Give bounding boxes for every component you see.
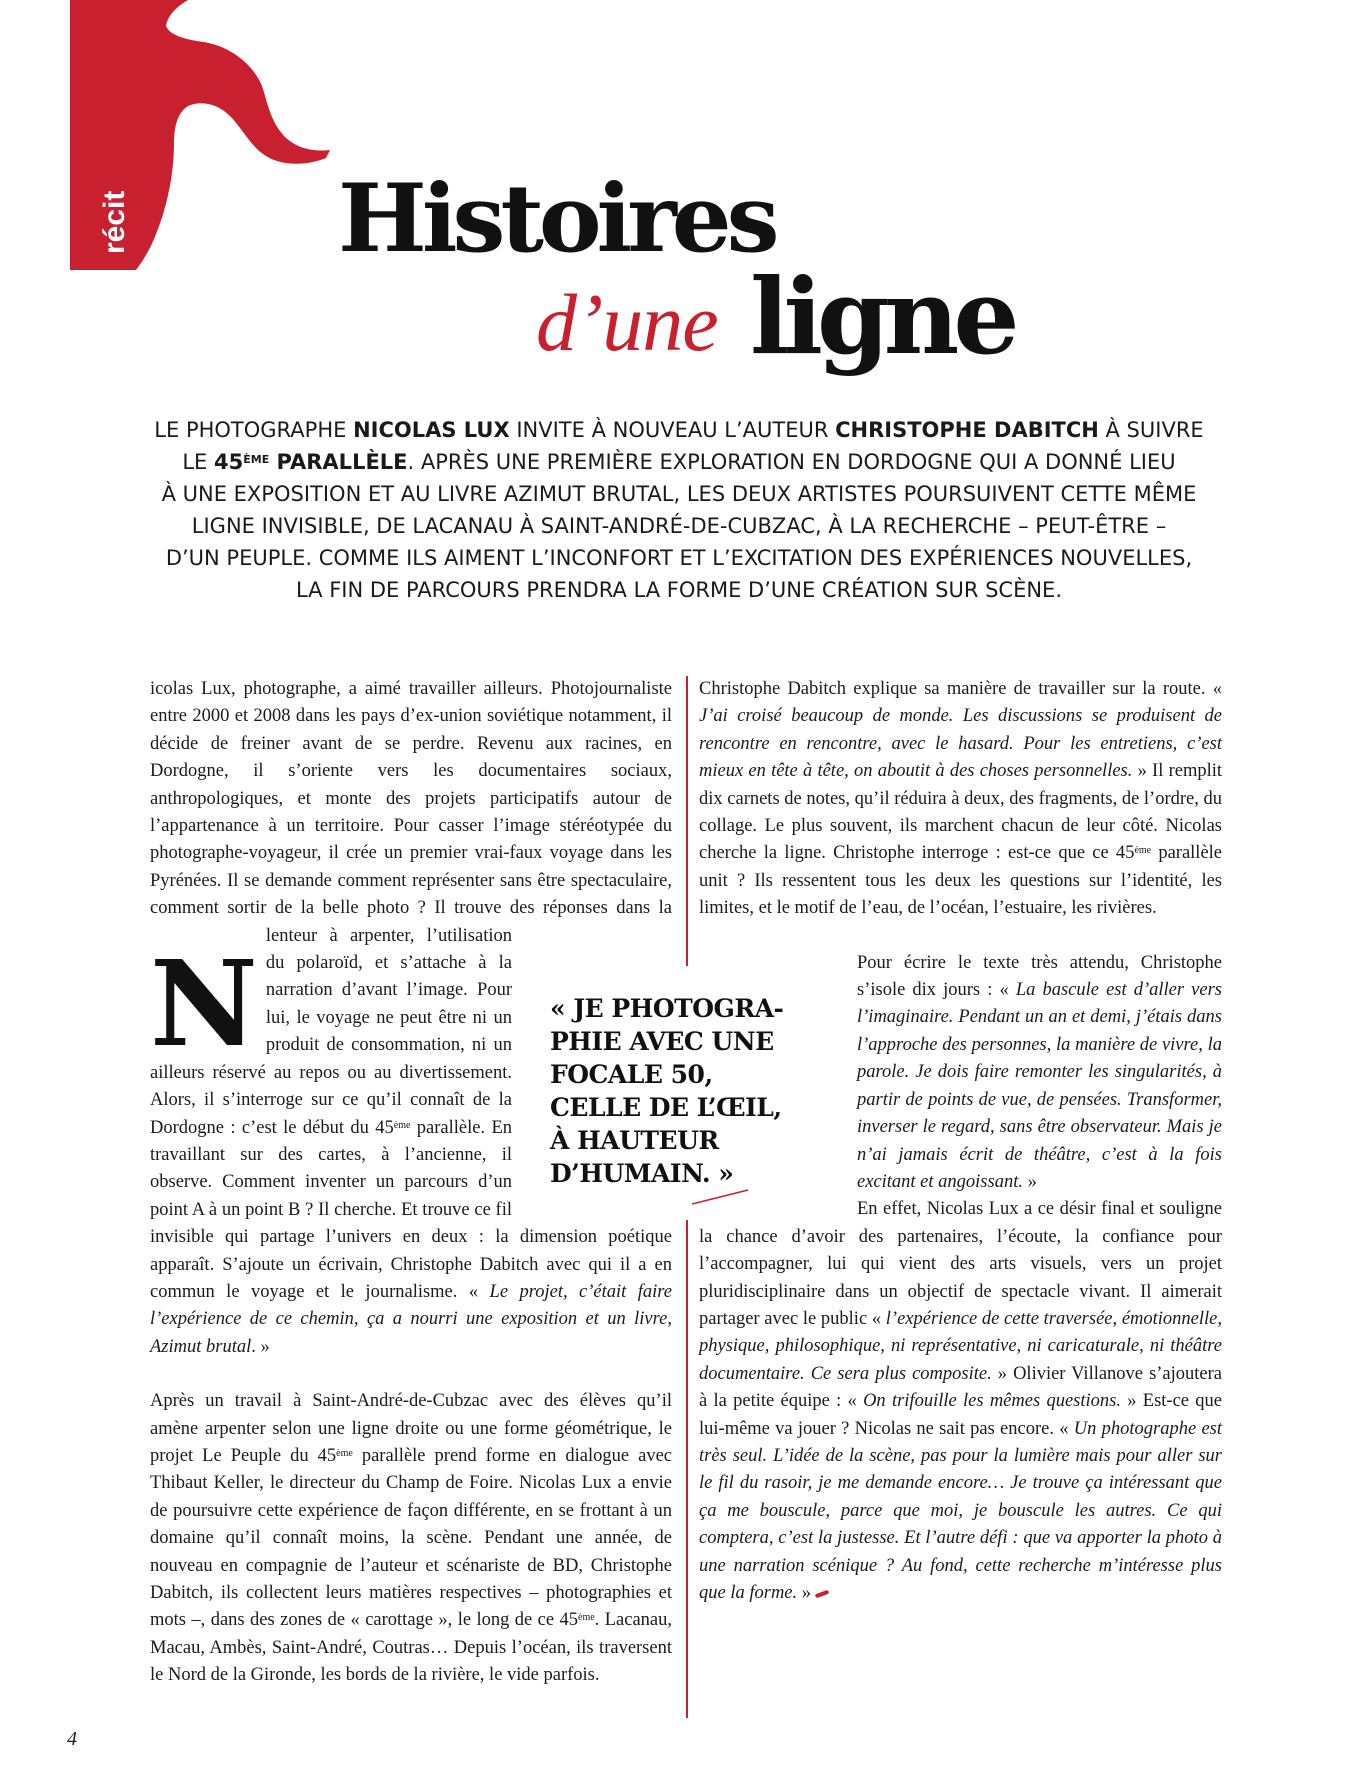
quote-underline bbox=[690, 1188, 750, 1206]
article-title-italic: d’une bbox=[536, 277, 718, 368]
page-number: 4 bbox=[67, 1728, 77, 1750]
article-intro: LE PHOTOGRAPHE NICOLAS LUX INVITE À NOUVEAU L’AUTEUR CHRISTOPHE DABITCH À SUIVRE LE 45ÈME PARALLÈLE. APRÈS UNE PREMIÈRE EXPLORATION EN DORDOGNE QUI A DONNÉ LIEU À UNE EXPOSITION ET AU LIVRE AZIMUT BRUTAL, LES DEUX ARTISTES POURSUIVENT CETTE MÊME LIGNE INVISIBLE, DE LACANAU À SAINT-ANDRÉ-DE-CUBZAC, À LA RECHERCHE – PEUT-ÊTRE – D’UN PEUPLE. COMME ILS AIMENT L’INCONFORT ET L’EXCITATION DES EXPÉRIENCES NOUVELLES, LA FIN DE PARCOURS PRENDRA LA FORME D’UNE CRÉATION SUR SCÈNE. bbox=[154, 418, 1204, 602]
dropcap: N bbox=[150, 934, 258, 1073]
paragraph: Pour écrire le texte très attendu, Christophe s’isole dix jours : « La bascule est d’aller vers l’imaginaire. Pendant un an et demi, j’étais dans l’approche des personnes, la manière de vivre, la parole. Je dois faire remonter les singularités, à partir de points de vue, de pensées. Transformer, inverser le regard, sans être observateur. Mais je n’ai jamais écrit de théâtre, c’est à la fois excitant et angoissant. » bbox=[857, 952, 1222, 1192]
article-title-bold: ligne bbox=[750, 255, 1014, 378]
column-divider-bottom bbox=[686, 1220, 688, 1718]
article-title-line1: Histoires bbox=[338, 164, 775, 274]
column-divider-top bbox=[686, 676, 688, 966]
author-name: CHRISTOPHE DABITCH bbox=[835, 418, 1099, 442]
paragraph: N icolas Lux, photographe, a aimé travailler ailleurs. Photojournaliste entre 2000 et 2008 dans les pays d’ex-union soviétique notamment, il décide de freiner avant de se perdre. Revenu aux racines, en Dordogne, il s’oriente vers les documentaires sociaux, anthropologiques, et monte des projets participatifs autour de l’appartenance à un territoire. Pour casser l’image stéréotypée du photographe-voyageur, il crée un premier vrai-faux voyage dans les Pyrénées. Il se demande comment représenter sans être spectaculaire, comment sortir de la belle photo ? Il trouve des réponses dans la lenteur à arpenter, l’utilisation du polaroïd, et s’attache à la narration d’avant l’image. Pour lui, le voyage ne peut être ni un produit de consommation, ni un ailleurs réservé au repos ou au divertissement. Alors, il s’interroge sur ce qu’il connaît de la Dordogne : c’est le début du 45ème parallèle. En travaillant sur des cartes, à l’ancienne, il observe. Comment inventer un parcours d’un point A à un point B ? Il cherche. Et trouve ce fil invisible qui partage l’univers en deux : la dimension poétique apparaît. S’ajoute un écrivain, Christophe Dabitch avec qui il a en commun le voyage et le journalisme. « Le projet, c’était faire l’expérience de ce chemin, ça a nourri une exposition et un livre, Azimut brutal. » bbox=[150, 679, 672, 1357]
photographer-name: NICOLAS LUX bbox=[353, 418, 510, 442]
pull-quote: « JE PHOTOGRA- PHIE AVEC UNE FOCALE 50, CELLE DE L’ŒIL, À HAUTEUR D’HUMAIN. » bbox=[550, 994, 784, 1188]
end-mark-icon bbox=[815, 1589, 830, 1598]
paragraph: Après un travail à Saint-André-de-Cubzac avec des élèves qu’il amène arpenter selon une ligne droite ou une forme géométrique, le projet Le Peuple du 45ème parallèle prend forme en dialogue avec Thibaut Keller, le directeur du Champ de Foire. Nicolas Lux a envie de poursuivre cette expérience de façon différente, en se frottant à un domaine qu’il connaît moins, la scène. Pendant une année, de nouveau en compagnie de l’auteur et scénariste de BD, Christophe Dabitch, ils collectent leurs matières respectives – photographies et mots –, dans des zones de « carottage », le long de ce 45ème. Lacanau, Macau, Ambès, Saint-André, Coutras… Depuis l’océan, ils traversent le Nord de la Gironde, les bords de la rivière, le vide parfois. bbox=[150, 1391, 672, 1686]
paragraph: Christophe Dabitch explique sa manière de travailler sur la route. « J’ai croisé beaucoup de monde. Les discussions se produisent de rencontre en rencontre, avec le hasard. Pour les entretiens, c’est mieux en tête à tête, on aboutit à des choses personnelles. » Il remplit dix carnets de notes, qu’il réduira à deux, des fragments, de l’ordre, du collage. Le plus souvent, ils marchent chacun de leur côté. Nicolas cherche la ligne. Christophe interroge : est-ce que ce 45ème parallèle unit ? Ils ressentent tous les deux les questions sur l’identité, les limites, et le motif de l’eau, de l’océan, l’estuaire, les rivières. bbox=[699, 679, 1223, 919]
section-tag bbox=[72, 170, 142, 260]
section-tag-text: récit bbox=[98, 190, 131, 254]
paragraph: En effet, Nicolas Lux a ce désir final et souligne la chance d’avoir des partenaires, l’écoute, la confiance pour l’accompagner, lui qui vient des arts visuels, vers un projet pluridisciplinaire dans un objectif de spectacle vivant. Il aimerait partager avec le public « l’expérience de cette traversée, émotionnelle, physique, philosophique, ni représentative, ni caricaturale, ni théâtre documentaire. Ce sera plus composite. » Olivier Villanove s’ajoutera à la petite équipe : « On trifouille les mêmes questions. » Est-ce que lui-même va jouer ? Nicolas ne sait pas encore. « Un photographe est très seul. L’idée de la scène, pas pour la lumière mais pour aller sur le fil du rasoir, je me demande encore… Je trouve ça intéressant que ça me bouscule, parce que moi, je bouscule les autres. Ce qui comptera, c’est la justesse. Et l’autre défi : que va apporter la photo à une narration scénique ? Au fond, cette recherche m’intéresse plus que la forme. » bbox=[699, 1199, 1223, 1603]
